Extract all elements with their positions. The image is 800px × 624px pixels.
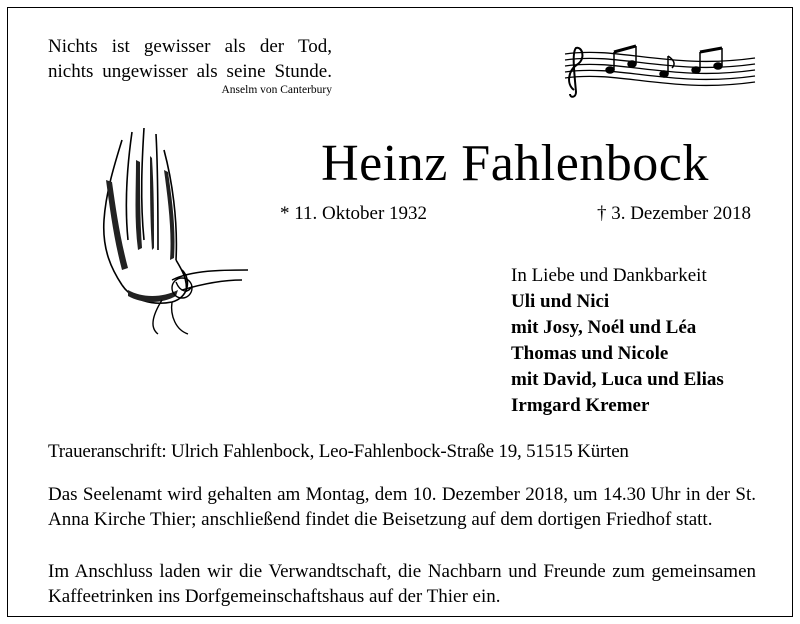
mourner-name: Thomas und Nicole (511, 343, 669, 364)
quote-author: Anselm von Canterbury (221, 84, 332, 96)
death-date: † 3. Dezember 2018 (596, 203, 751, 224)
birth-date: * 11. Oktober 1932 (280, 203, 428, 224)
mourner-name: mit David, Luca und Elias (511, 369, 724, 390)
mourners-intro: In Liebe und Dankbarkeit (511, 265, 707, 286)
mourner-name: Uli und Nici (511, 291, 610, 312)
praying-hands-icon (92, 120, 252, 342)
quote (48, 34, 332, 84)
mourners-list (511, 263, 724, 419)
deceased-name: Heinz Fahlenbock (321, 135, 709, 192)
mourner-name: mit Josy, Noél und Léa (511, 317, 697, 338)
service-paragraph: Das Seelenamt wird gehalten am Montag, dem 10. Dezember 2018, um 14.30 Uhr in der St. Anna Kirche Thier; anschließend findet die Beisetzung auf dem dortigen Friedhof statt. (48, 484, 756, 530)
mourning-address: Traueranschrift: Ulrich Fahlenbock, Leo-Fahlenbock-Straße 19, 51515 Kürten (48, 441, 629, 462)
quote-line-2: nichts ungewisser als seine Stunde. (48, 61, 332, 82)
music-notes-icon (560, 40, 760, 100)
quote-line-1: Nichts ist gewisser als der Tod, (48, 36, 332, 57)
mourner-name: Irmgard Kremer (511, 395, 650, 416)
invitation-paragraph: Im Anschluss laden wir die Verwandtschaft, die Nachbarn und Freunde zum gemeinsamen Kaffeetrinken ins Dorfgemeinschaftshaus auf der Thier ein. (48, 561, 756, 607)
